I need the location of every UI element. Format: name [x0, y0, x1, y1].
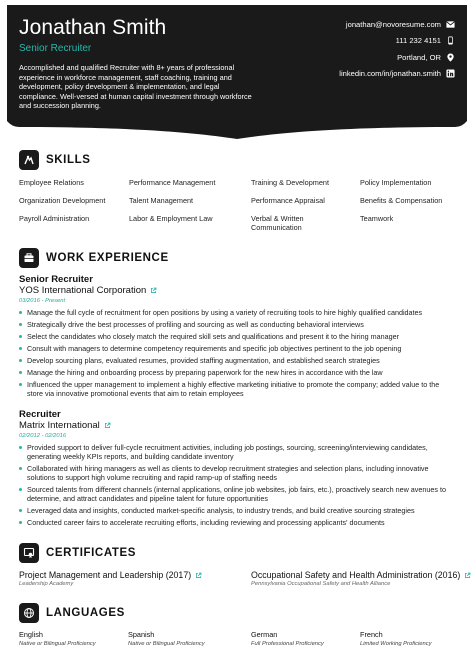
experience-section-header: [19, 248, 169, 268]
external-link-icon[interactable]: [150, 287, 157, 294]
linkedin-text: linkedin.com/in/jonathan.smith: [339, 69, 441, 79]
skill-item: Performance Appraisal: [251, 196, 325, 205]
certificates-section-header: [19, 543, 136, 563]
certificates-heading: CERTIFICATES: [46, 547, 137, 559]
skill-item: Employee Relations: [19, 178, 84, 187]
briefcase-icon: [19, 248, 39, 268]
certificate-item: [251, 570, 471, 587]
company-name: [19, 420, 111, 431]
language-level: Native or Bilingual Proficiency: [128, 641, 205, 647]
language-item: [251, 630, 324, 647]
skill-item: Verbal & Written Communication: [251, 214, 304, 232]
company-text: YOS International Corporation: [19, 285, 147, 296]
company-text: Matrix International: [19, 420, 100, 431]
contact-email[interactable]: [339, 16, 455, 33]
job-title: Senior Recruiter: [19, 274, 93, 285]
list-item: Provided support to deliver full-cycle recruitment activities, including job postings, sourcing, screening/interviewing candidates, generating weekly KPIs reports, and building candidate inventory: [19, 443, 449, 461]
language-level: Full Professional Proficiency: [251, 641, 324, 647]
job-dates: 02/2012 - 02/2016: [19, 433, 67, 439]
certificate-name: [251, 570, 471, 580]
skill-item: Training & Development: [251, 178, 330, 187]
list-item: Manage the hiring and onboarding process by preparing paperwork for the new hires in accordance with the law: [19, 368, 449, 377]
language-level: Limited Working Proficiency: [360, 641, 432, 647]
experience-heading: WORK EXPERIENCE: [46, 252, 169, 264]
email-text: jonathan@novoresume.com: [345, 19, 441, 29]
job-bullets: [19, 308, 449, 401]
certificate-icon: [19, 543, 39, 563]
list-item: Select the candidates who closely match the required skill sets and qualifications and present it to the hiring manager: [19, 332, 449, 341]
language-item: [19, 630, 96, 647]
language-item: [360, 630, 432, 647]
list-item: Strategically drive the best processes of profiling and sourcing as well as conducting behavioral interviews: [19, 320, 449, 329]
contact-linkedin[interactable]: [339, 66, 455, 83]
languages-section-header: [19, 603, 125, 623]
location-icon: [446, 53, 455, 62]
certificate-item: [19, 570, 202, 587]
skill-item: Performance Management: [129, 178, 216, 187]
list-item: Influenced the upper management to implement a highly effective marketing initiative to promote the company; added value to the store via innovative promotional events that aim to retain employees: [19, 380, 449, 398]
certificate-org: Leadership Academy: [19, 581, 74, 587]
list-item: Consult with managers to determine competency requirements and specific job objectives pertinent to the job opening: [19, 344, 449, 353]
language-name: German: [251, 630, 278, 639]
list-item: Manage the full cycle of recruitment for open positions by using a variety of recruiting tools to hire highly qualified candidates: [19, 308, 449, 317]
list-item: Leveraged data and insights, conducted market-specific analysis, to industry trends, and build creative sourcing strategies: [19, 506, 449, 515]
list-item: Develop sourcing plans, evaluated resumes, provided staffing augmentation, and established search strategies: [19, 356, 449, 365]
company-name: [19, 285, 157, 296]
skill-item: Labor & Employment Law: [129, 214, 213, 223]
certificate-name-text: Project Management and Leadership (2017): [19, 570, 192, 580]
external-link-icon[interactable]: [195, 572, 202, 579]
list-item: Conducted career fairs to accelerate recruiting efforts, including reviewing and processing applicants' documents: [19, 518, 449, 527]
language-level: Native or Bilingual Proficiency: [19, 641, 96, 647]
resume-header: [7, 5, 467, 139]
skill-item: Policy Implementation: [360, 178, 432, 187]
certificate-name-text: Occupational Safety and Health Administration (2016): [251, 570, 461, 580]
skill-item: Payroll Administration: [19, 214, 90, 223]
skills-section-header: [19, 150, 91, 170]
job-title: Recruiter: [19, 409, 61, 420]
external-link-icon[interactable]: [464, 572, 471, 579]
skill-item: Benefits & Compensation: [360, 196, 443, 205]
language-item: [128, 630, 205, 647]
language-name: English: [19, 630, 43, 639]
skill-item: Organization Development: [19, 196, 106, 205]
external-link-icon[interactable]: [104, 422, 111, 429]
candidate-title: Senior Recruiter: [19, 43, 92, 54]
certificate-name: [19, 570, 202, 580]
candidate-name: Jonathan Smith: [19, 16, 167, 39]
skills-icon: [19, 150, 39, 170]
list-item: Sourced talents from different channels (internal applications, online job websites, job fairs, etc.), proactively search new avenues to determine, and attract candidates and pipeline talent for future opportunities: [19, 485, 449, 503]
contact-list: [339, 16, 455, 82]
contact-phone[interactable]: [339, 33, 455, 50]
job-dates: 03/2016 - Present: [19, 298, 66, 304]
mail-icon: [446, 20, 455, 29]
linkedin-icon: [446, 69, 455, 78]
languages-heading: LANGUAGES: [46, 607, 125, 619]
job-bullets: [19, 443, 449, 530]
language-icon: [19, 603, 39, 623]
contact-location: [339, 49, 455, 66]
language-name: French: [360, 630, 383, 639]
location-text: Portland, OR: [397, 52, 441, 62]
skill-item: Teamwork: [360, 214, 394, 223]
list-item: Collaborated with hiring managers as well as clients to develop recruitment strategies and selection plans, including innovative solutions to support high volume recruiting and rapid ramp-up of staffing needs: [19, 464, 449, 482]
summary-text: Accomplished and qualified Recruiter with 8+ years of professional experience in workforce management, staff coaching, training and development, policy development & implementation, and legal compliance. Well-versed at human capital investment through workforce and succession planning.: [19, 63, 252, 111]
skills-heading: SKILLS: [46, 154, 91, 166]
skill-item: Talent Management: [129, 196, 194, 205]
phone-icon: [446, 36, 455, 45]
phone-text: 111 232 4151: [395, 36, 441, 46]
language-name: Spanish: [128, 630, 155, 639]
certificate-org: Pennsylvania Occupational Safety and Health Alliance: [251, 581, 391, 587]
